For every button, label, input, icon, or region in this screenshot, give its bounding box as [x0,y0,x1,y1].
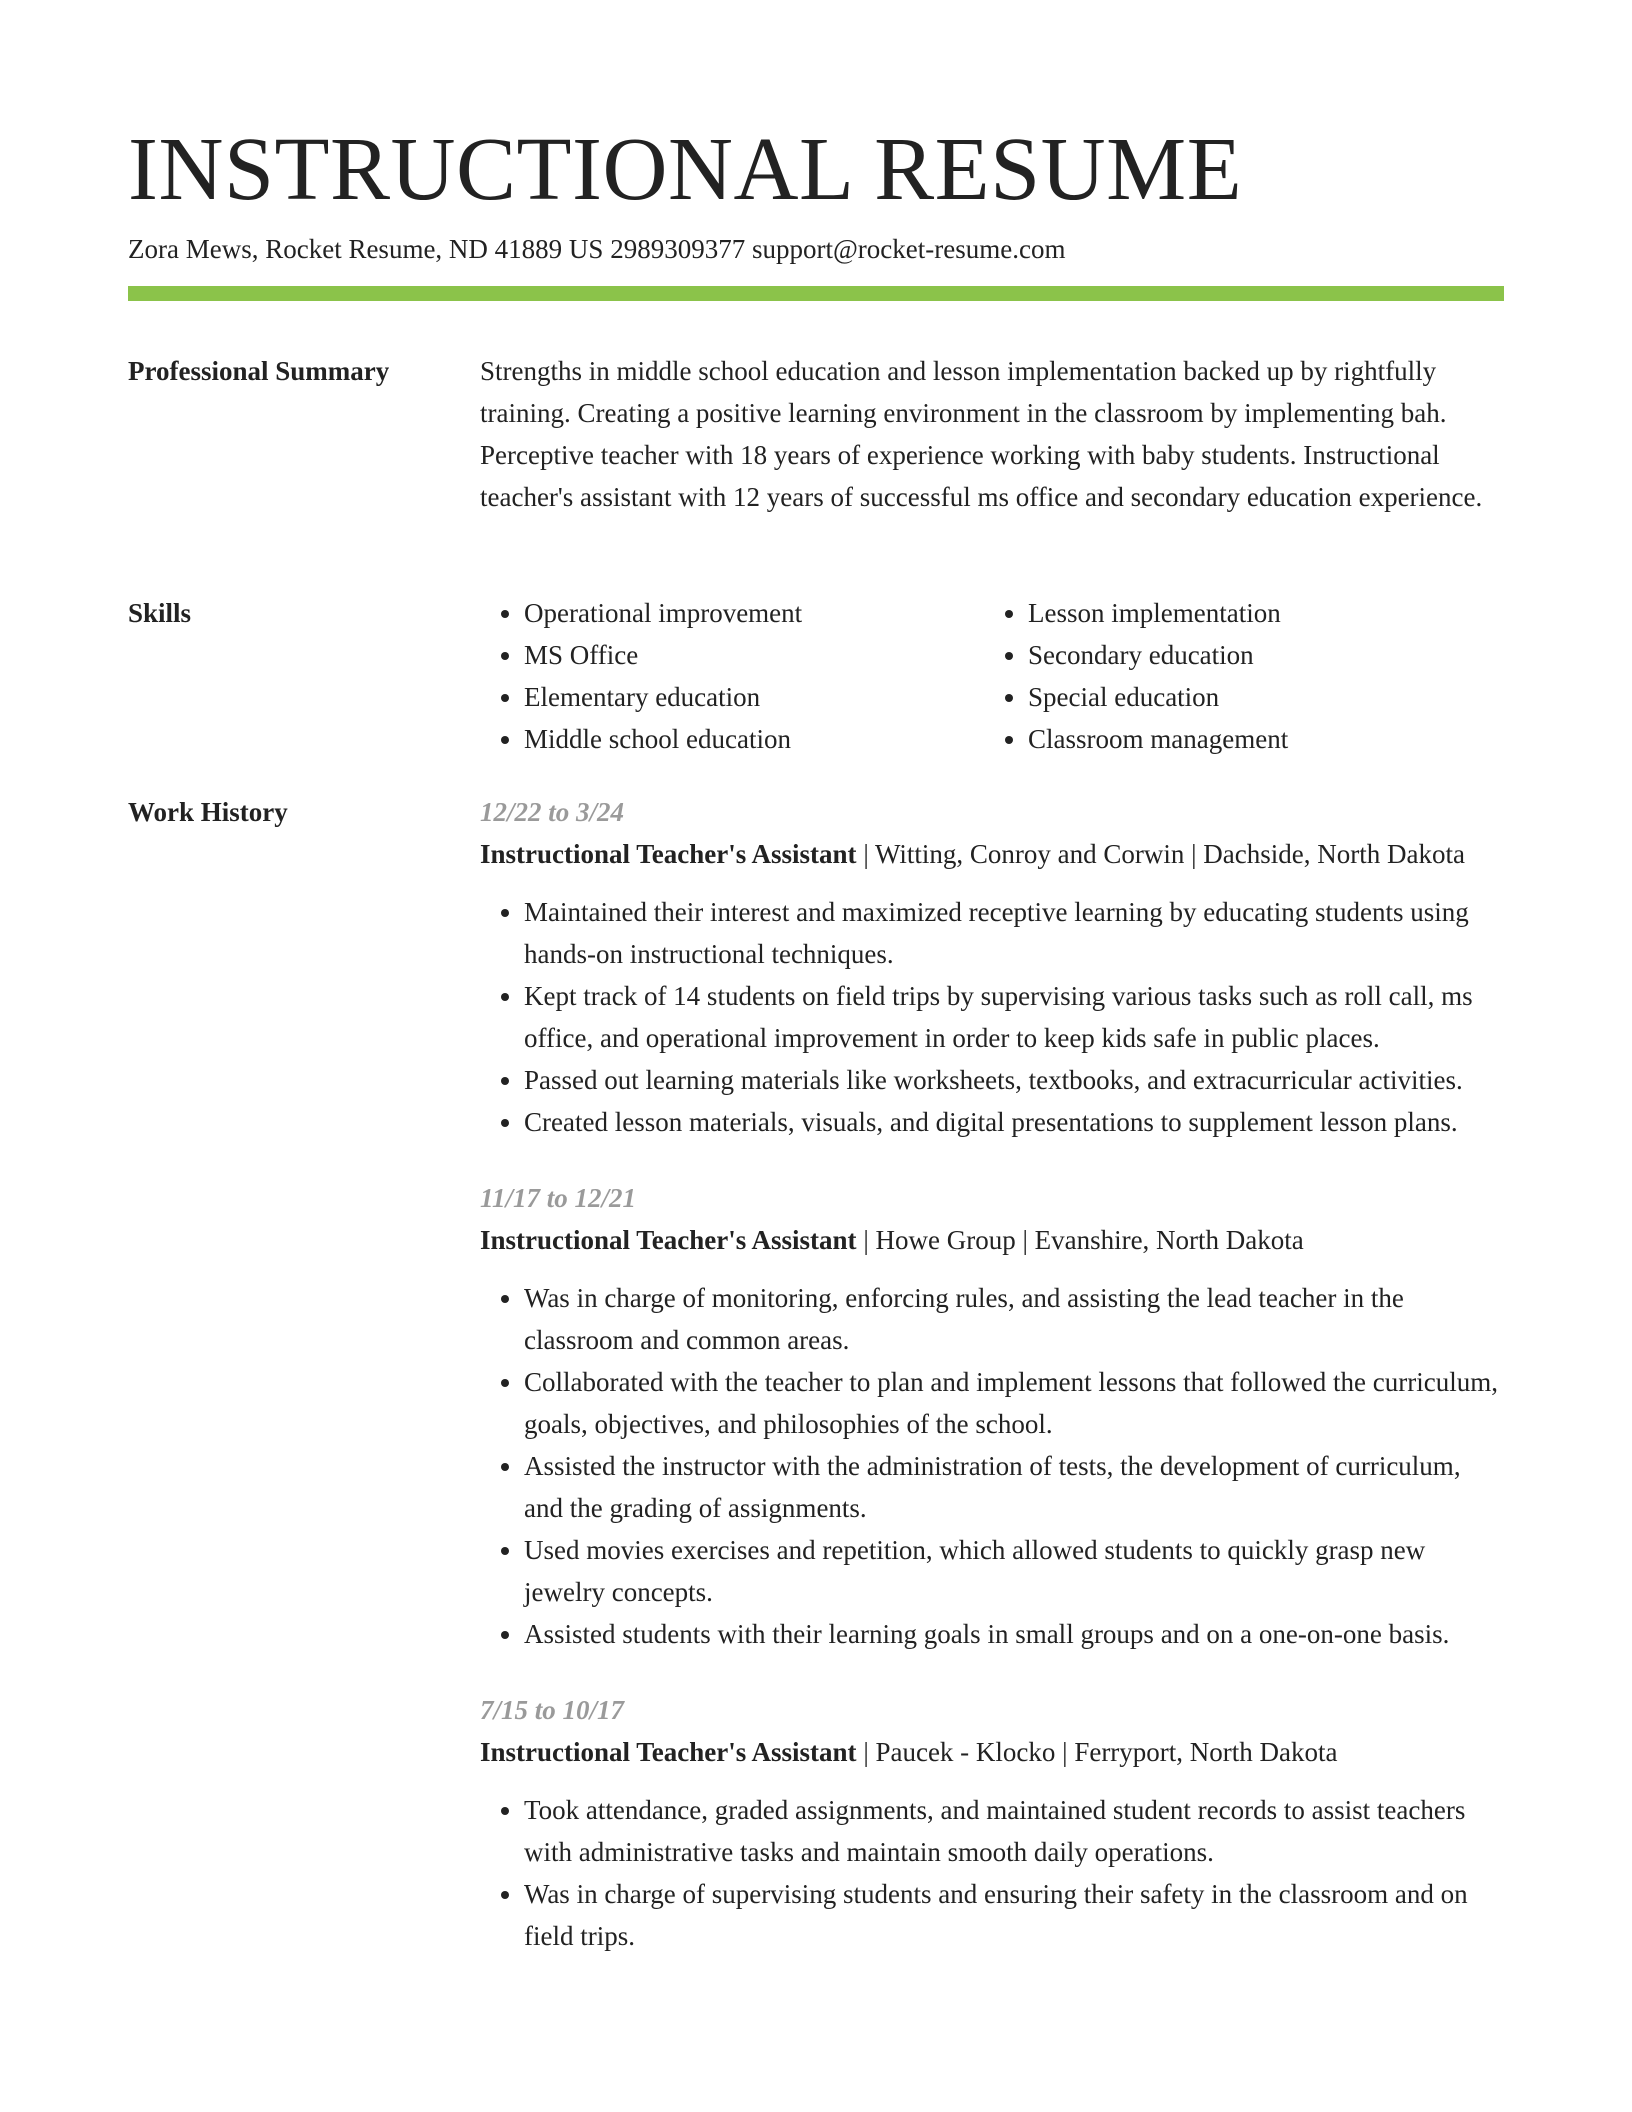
summary-text: Strengths in middle school education and lesson implementation backed up by rightfully training. Creating a positive learning environment in the classroom by implementing bah. Perceptive teacher with 18 years of experience working with baby students. Instructional teacher's assistant with 12 years of successful ms office and secondary education experience. [480,356,1483,512]
skill-item: • Secondary education [1028,634,1488,676]
section-label-work-history: Work History [128,797,288,827]
job-bullet: • Assisted the instructor with the administration of tests, the development of curriculum, and the grading of assignments. [524,1445,1506,1529]
skill-item: • Special education [1028,676,1488,718]
skill-item: • Middle school education [524,718,984,760]
job-bullets [480,891,1506,1143]
job-bullet: • Was in charge of monitoring, enforcing rules, and assisting the lead teacher in the classroom and common areas. [524,1277,1506,1361]
skills-column-right [984,592,1488,760]
job-title: Instructional Teacher's Assistant [480,1225,857,1255]
job-heading [480,833,1506,875]
skill-item: • MS Office [524,634,984,676]
skills-column-left [480,592,984,760]
job-bullet: • Was in charge of supervising students and ensuring their safety in the classroom and on field trips. [524,1873,1506,1957]
job-title: Instructional Teacher's Assistant [480,1737,857,1767]
summary-content [480,350,1506,518]
job-bullet: • Assisted students with their learning goals in small groups and on a one-on-one basis. [524,1613,1506,1655]
job-bullet: • Passed out learning materials like worksheets, textbooks, and extracurricular activities. [524,1059,1506,1101]
resume-title: INSTRUCTIONAL RESUME [128,120,1243,219]
job-bullet: • Collaborated with the teacher to plan and implement lessons that followed the curriculum, goals, objectives, and philosophies of the school. [524,1361,1506,1445]
job-bullets [480,1277,1506,1655]
job-dates: 12/22 to 3/24 [480,797,625,827]
job-bullet: • Maintained their interest and maximized receptive learning by educating students using hands-on instructional techniques. [524,891,1506,975]
section-label-skills: Skills [128,598,192,628]
contact-line: Zora Mews, Rocket Resume, ND 41889 US 2989309377 support@rocket-resume.com [128,234,1066,264]
job-dates: 11/17 to 12/21 [480,1183,637,1213]
skill-item: • Lesson implementation [1028,592,1488,634]
job-details: | Witting, Conroy and Corwin | Dachside, North Dakota [856,839,1465,869]
job-dates: 7/15 to 10/17 [480,1695,625,1725]
job-bullet: • Used movies exercises and repetition, which allowed students to quickly grasp new jewelry concepts. [524,1529,1506,1613]
skills-list [480,592,1506,760]
job-bullet: • Created lesson materials, visuals, and digital presentations to supplement lesson plans. [524,1101,1506,1143]
job-title: Instructional Teacher's Assistant [480,839,857,869]
skill-item: • Classroom management [1028,718,1488,760]
section-label-summary: Professional Summary [128,356,390,386]
job-heading [480,1731,1506,1773]
job-heading [480,1219,1506,1261]
job-bullet: • Took attendance, graded assignments, and maintained student records to assist teachers with administrative tasks and maintain smooth daily operations. [524,1789,1506,1873]
skill-item: • Operational improvement [524,592,984,634]
job-details: | Paucek - Klocko | Ferryport, North Dakota [856,1737,1338,1767]
job-details: | Howe Group | Evanshire, North Dakota [856,1225,1304,1255]
job-entry [480,791,1506,1143]
job-bullet: • Kept track of 14 students on field trips by supervising various tasks such as roll call, ms office, and operational improvement in order to keep kids safe in public places. [524,975,1506,1059]
job-entry [480,1689,1506,1957]
work-history-content [480,791,1506,1991]
accent-divider [128,286,1504,301]
job-entry [480,1177,1506,1655]
job-bullets [480,1789,1506,1957]
skill-item: • Elementary education [524,676,984,718]
